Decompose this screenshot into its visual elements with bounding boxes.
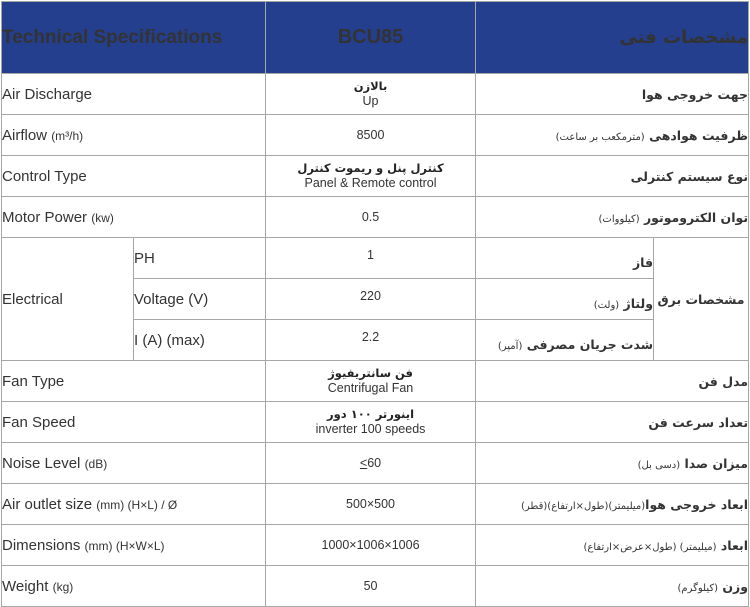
value-dimensions: 1000×1006×1006 — [266, 525, 476, 566]
table-row-airflow — [2, 115, 749, 156]
less-equal-symbol: < — [359, 455, 368, 470]
table-header-row — [2, 2, 749, 74]
table-row-dimensions — [2, 525, 749, 566]
label-fa-electrical: مشخصات برق — [654, 238, 749, 361]
value-fan-speed — [266, 402, 476, 443]
label-fa-control-type: نوع سیستم کنترلی — [476, 156, 749, 197]
label-en-air-outlet: Air outlet size (mm) (H×L) / Ø — [2, 484, 266, 525]
table-row-motor-power — [2, 197, 749, 238]
table-row-fan-type — [2, 361, 749, 402]
unit-en-airflow: (m³/h) — [51, 128, 84, 143]
label-fa-air-outlet: ابعاد خروجی هوا(میلیمتر)(طول×ارتفاع)(قطر) — [476, 484, 749, 525]
value-fa-control-type: کنترل پنل و ریموت کنترل — [297, 161, 444, 175]
value-en-air-discharge: Up — [362, 94, 379, 108]
label-en-control-type: Control Type — [2, 156, 266, 197]
value-en-control-type: Panel & Remote control — [304, 176, 437, 190]
label-en-fan-speed: Fan Speed — [2, 402, 266, 443]
label-en-electrical: Electrical — [2, 238, 134, 361]
value-fan-type — [266, 361, 476, 402]
label-en-motor-power: Motor Power (kw) — [2, 197, 266, 238]
table-row-air-discharge — [2, 74, 749, 115]
technical-specifications-table — [1, 1, 749, 607]
value-ph: 1 — [266, 238, 476, 279]
header-title-fa: مشخصات فنی — [476, 2, 749, 74]
label-fa-dimensions: ابعاد (میلیمتر) (طول×عرض×ارتفاع) — [476, 525, 749, 566]
label-fa-motor-power: توان الکتروموتور (کیلووات) — [476, 197, 749, 238]
label-en-noise-level: Noise Level (dB) — [2, 443, 266, 484]
header-model: BCU85 — [266, 2, 476, 74]
table-row-noise-level — [2, 443, 749, 484]
table-row-air-outlet — [2, 484, 749, 525]
table-row-fan-speed — [2, 402, 749, 443]
label-fa-airflow: ظرفیت هوادهی (مترمکعب بر ساعت) — [476, 115, 749, 156]
label-fa-noise-level: میزان صدا (دسی بل) — [476, 443, 749, 484]
value-motor-power: 0.5 — [266, 197, 476, 238]
table-row-weight — [2, 566, 749, 607]
value-weight: 50 — [266, 566, 476, 607]
value-fa-fan-type: فن سانتریفیوژ — [328, 366, 413, 380]
label-fa-fan-type: مدل فن — [476, 361, 749, 402]
value-en-fan-speed: inverter 100 speeds — [315, 422, 426, 436]
label-en-current: I (A) (max) — [134, 320, 266, 361]
label-en-weight: Weight (kg) — [2, 566, 266, 607]
label-fa-current: شدت جریان مصرفی (آمپر) — [476, 320, 654, 361]
label-en-ph: PH — [134, 238, 266, 279]
label-en-voltage: Voltage (V) — [134, 279, 266, 320]
value-air-discharge — [266, 74, 476, 115]
value-voltage: 220 — [266, 279, 476, 320]
label-fa-weight: وزن (کیلوگرم) — [476, 566, 749, 607]
value-fa-air-discharge: بالازن — [353, 79, 388, 93]
label-en-fan-type: Fan Type — [2, 361, 266, 402]
label-fa-ph: فاز — [476, 238, 654, 279]
table-row-control-type — [2, 156, 749, 197]
value-en-fan-type: Centrifugal Fan — [327, 381, 414, 395]
label-en-airflow: Airflow (m³/h) — [2, 115, 266, 156]
label-fa-voltage: ولتاژ (ولت) — [476, 279, 654, 320]
label-fa-fan-speed: تعداد سرعت فن — [476, 402, 749, 443]
label-fa-air-discharge: جهت خروجی هوا — [476, 74, 749, 115]
value-noise-level: <60 — [266, 443, 476, 484]
value-current: 2.2 — [266, 320, 476, 361]
value-air-outlet: 500×500 — [266, 484, 476, 525]
header-title-en: Technical Specifications — [2, 2, 266, 74]
value-airflow: 8500 — [266, 115, 476, 156]
label-en-air-discharge: Air Discharge — [2, 74, 266, 115]
value-fa-fan-speed: اینورتر ۱۰۰ دور — [327, 407, 415, 421]
table-row-electrical-ph — [2, 238, 749, 279]
label-en-dimensions: Dimensions (mm) (H×W×L) — [2, 525, 266, 566]
value-control-type — [266, 156, 476, 197]
